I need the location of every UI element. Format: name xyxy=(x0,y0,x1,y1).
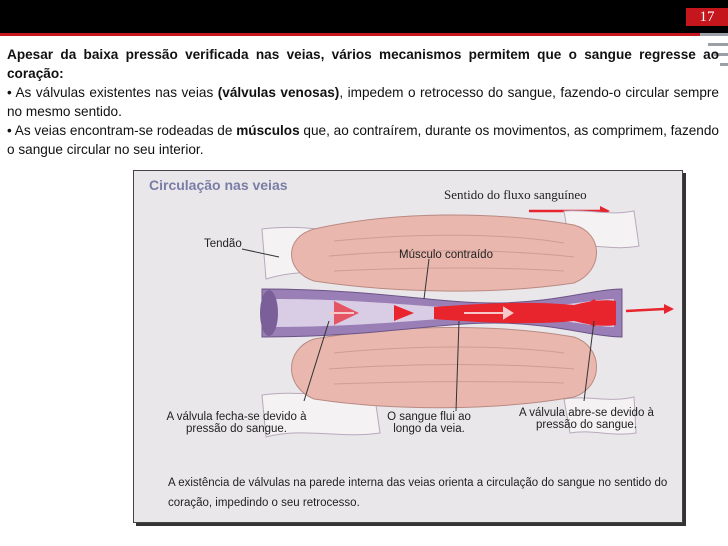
bullet-valves-text: • As válvulas existentes nas veias xyxy=(7,85,218,100)
intro-paragraph: Apesar da baixa pressão verificada nas veias, vários mecanismos permitem que o sangue regresse ao coração: xyxy=(7,47,719,81)
top-bar xyxy=(0,0,728,33)
bullet-valves xyxy=(7,83,719,121)
tendon-label: Tendão xyxy=(204,238,242,250)
valve-closes-label: A válvula fecha-se devido à pressão do sangue. xyxy=(166,411,307,435)
muscle-label: Músculo contraído xyxy=(399,249,493,261)
outflow-arrow-icon xyxy=(626,304,674,314)
bullet-muscles-text-end: que, ao contraírem, durante os movimentos, as comprimem, fazendo o sangue circular no seu interior. xyxy=(7,123,719,157)
bullet-muscles-text: • As veias encontram-se rodeadas de xyxy=(7,123,237,138)
slide-number: 17 xyxy=(686,8,728,26)
figure-caption: A existência de válvulas na parede interna das veias orienta a circulação do sangue no sentido do coração, impedindo o seu retrocesso. xyxy=(168,477,668,509)
figure-title: Circulação nas veias xyxy=(149,177,288,193)
bullet-valves-bold: (válvulas venosas) xyxy=(217,85,340,100)
header-accent-line xyxy=(0,33,728,36)
valve-opens-label: A válvula abre-se devido à pressão do sangue. xyxy=(519,407,654,431)
bullet-valves-text-end: , impedem o retrocesso do sangue, fazendo-o circular sempre no mesmo sentido. xyxy=(7,85,719,119)
bullet-muscles-bold: músculos xyxy=(236,123,300,138)
vein-circulation-figure xyxy=(133,170,683,523)
vein-diagram xyxy=(134,171,682,522)
body-text xyxy=(7,45,719,159)
flow-direction-label: Sentido do fluxo sanguíneo xyxy=(444,187,587,202)
blood-flow-label: O sangue flui ao longo da veia. xyxy=(387,411,471,435)
bullet-muscles xyxy=(7,121,719,159)
